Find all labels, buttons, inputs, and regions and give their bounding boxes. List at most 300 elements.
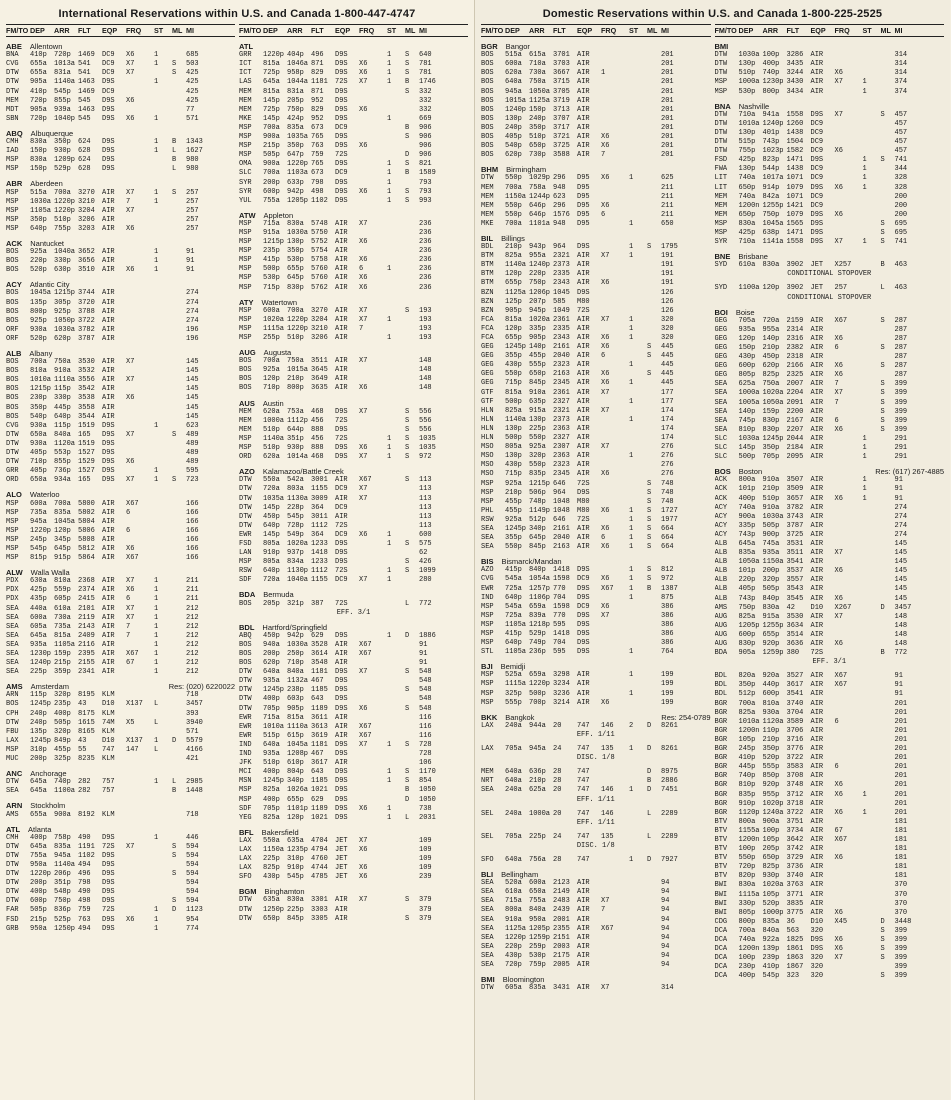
flight-cell: MSP [6,508,19,517]
flight-cell: 1155a [738,826,760,835]
flight-cell [387,408,405,417]
flight-cell: X6 [601,524,610,533]
flight-cell: 320p [54,691,71,700]
flight-cell: AIR [810,585,824,594]
schedule-note: DISC. 1/8 [576,841,615,850]
flight-cell: DTW [6,851,19,860]
flight-cell: X7 [834,954,843,963]
flight-cell: MSP [481,680,494,689]
flight-cell: 2382 [786,344,804,352]
flight-cell: 755a [30,851,47,860]
flight-cell: 829 [311,105,324,114]
flight-cell: 430p [263,873,280,882]
flight-cell: 695 [894,219,908,228]
origin-group [481,234,711,552]
flight-row [6,476,235,485]
flight-cell: 1155 [311,485,328,494]
flight-cell: BWI [714,899,728,908]
flight-cell: 399 [894,945,908,954]
flight-cell: 545p [287,873,304,882]
flight-cell: 1 [154,924,159,933]
flight-cell: AIR [102,376,115,385]
flight-cell: 830a [287,896,304,905]
flight-cell: 705p [263,804,280,813]
flight-row [715,854,945,863]
flight-cell [359,160,387,169]
flight-cell: 705a [505,832,522,841]
origin-name: Bangor [505,42,530,52]
flight-row [715,426,945,435]
flight-cell [154,326,172,335]
flight-cell: 934a [54,476,71,485]
flight-cell [172,650,186,659]
flight-cell: AIR [577,689,590,698]
flight-row [481,425,711,434]
flight-cell: 1235p [287,845,309,854]
flight-cell [863,138,881,147]
flight-cell: MEM [239,87,252,96]
flight-cell: 105p [738,735,756,744]
flight-cell: 1000a [738,389,760,398]
flight-row [481,307,711,316]
flight-cell [387,896,405,905]
flight-cell: 374 [894,87,908,96]
flight-cell [863,872,881,881]
flight-cell [881,709,895,718]
flight-cell [835,881,863,890]
flight-cell: D9S [577,620,590,629]
schedule-column [481,24,711,993]
origin-code: ALB [6,349,22,358]
flight-cell [835,891,863,900]
flight-cell: IND [239,750,252,759]
flight-cell: 1 [154,595,159,604]
flight-cell: 759p [529,961,546,969]
flight-cell: AIR [577,279,590,288]
flight-cell [172,605,186,614]
flight-cell: 1100a [54,787,76,796]
flight-cell: 770 [553,584,566,593]
flight-cell [629,270,647,279]
column-header-cell: MI [419,26,427,35]
flight-row [239,408,468,417]
flight-cell [601,307,629,316]
flight-cell: 291 [894,444,908,453]
flight-row [715,549,945,558]
flight-cell: MSP [239,324,252,333]
origin-header [6,42,235,51]
flight-cell: AIR [810,380,824,389]
flight-row [239,576,468,585]
flight-row [715,156,945,165]
flight-cell [835,326,863,335]
flight-cell [387,714,405,723]
flight-cell: AIR [335,357,348,366]
flight-row [481,443,711,452]
flight-cell: 704 [553,639,566,648]
flight-row [481,671,711,680]
flight-row [239,256,468,265]
flight-cell: D9S [335,96,348,105]
flight-cell: 3434 [786,87,804,96]
flight-cell: 1 [154,257,159,266]
flight-cell: AIR [102,577,115,586]
flight-cell [835,353,863,362]
flight-cell [601,51,629,60]
flight-cell: PHL [481,506,494,515]
flight-cell [881,718,895,727]
flight-cell: 555p [529,361,546,370]
flight-cell: 740a [738,503,756,512]
flight-cell: 240p [529,114,546,123]
flight-cell: 1045a [54,517,76,526]
flight-cell: D9S [335,558,348,567]
origin-code: BOS [714,467,731,477]
flight-cell: D9S [335,740,348,749]
flight-cell: 1438 [786,128,804,137]
origin-header [481,557,711,566]
origin-group [239,623,468,823]
flight-cell [172,595,186,604]
flight-cell: 1218p [529,620,551,629]
column-header-cell: ARR [529,26,545,35]
flight-cell: 236 [419,238,432,247]
flight-cell: X6 [359,845,368,854]
flight-cell: 1 [629,534,634,543]
flight-cell: D9S [102,915,115,924]
flight-cell [601,480,629,489]
flight-cell: 135 [601,745,614,754]
flight-cell: MSP [6,526,19,535]
flight-cell: 3542 [78,385,95,394]
flight-row [6,916,235,925]
flight-cell: 740a [738,192,756,201]
flight-cell: 705p [263,704,280,713]
international-page [0,0,475,1100]
flight-cell: AIR [810,416,824,425]
origin-header [481,165,711,174]
flight-cell: 840a [54,430,71,439]
flight-cell [359,695,387,704]
origin-header [6,129,235,138]
flight-cell: 1 [154,421,159,430]
flight-cell: 100p [762,826,780,835]
column-header-cell: EQP [102,26,118,35]
flight-cell: 28 [553,777,562,786]
flight-cell: AIR [102,595,115,604]
flight-cell: 287 [894,353,908,362]
flight-row [715,613,945,622]
flight-cell [154,225,172,234]
flight-cell: 8975 [661,768,678,777]
flight-cell [126,257,154,266]
origin-header [239,623,468,632]
flight-cell: 805a [505,443,522,452]
flight-cell: 200p [30,755,47,764]
flight-cell: MSP [6,544,19,553]
flight-cell: X6 [834,334,843,343]
flight-cell: 628 [78,147,91,156]
flight-cell: FWA [714,165,728,174]
flight-row [6,641,235,650]
flight-cell: 647p [287,151,304,160]
flight-cell: 1045a [762,219,784,228]
flight-cell [863,504,881,513]
origin-name: Stockholm [30,801,66,811]
flight-cell [863,220,881,229]
flight-cell [629,810,647,819]
flight-row [481,777,711,786]
flight-cell: SEA [481,915,494,924]
flight-cell [359,777,387,786]
flight-cell: 201 [894,708,908,717]
flight-cell: D9S [335,114,348,123]
flight-cell [647,639,661,648]
flight-cell: 145 [186,358,199,367]
flight-cell: 705a [505,745,522,754]
flight-cell: 1220p [54,197,76,206]
flight-cell: 1030a [762,512,784,521]
flight-cell: 510p [287,334,304,342]
flight-cell [172,719,186,728]
flight-cell: 954 [186,915,199,924]
flight-cell [647,897,661,906]
flight-row [715,174,945,183]
flight-cell: 3782 [786,503,804,512]
flight-cell [647,906,661,915]
flight-cell: 1050a [762,398,784,407]
flight-row [481,916,711,925]
flight-cell: BOS [6,257,19,266]
flight-cell: 1 [154,906,159,915]
flight-cell: GTF [481,397,494,406]
flight-cell: 5812 [78,544,95,553]
flight-cell [359,549,387,558]
flight-cell [629,603,647,612]
flight-cell: 314 [661,984,674,993]
flight-cell: 2175 [553,951,570,960]
flight-cell [387,229,405,238]
flight-cell: DCA [714,945,728,954]
flight-row [239,504,468,513]
flight-cell: 635a [287,836,304,845]
flight-cell: 91 [419,659,428,668]
flight-cell: DC9 [810,165,824,174]
flight-cell: AIR [577,352,590,361]
flight-cell [863,818,881,827]
flight-cell: 1140a [54,78,76,87]
flight-cell: 1259p [762,649,784,658]
flight-cell: 550p [529,434,546,443]
flight-cell: DC9 [810,147,824,156]
flight-cell [881,495,895,504]
flight-cell: BOS [6,385,19,394]
flight-cell: DTW [239,695,252,704]
flight-cell: 728 [419,750,432,759]
flight-cell: 1 [629,452,634,461]
flight-cell: SEA [481,951,494,960]
flight-cell [172,225,186,234]
flight-row [481,699,711,708]
column-header-cell: FLT [311,26,324,35]
flight-cell [387,238,405,247]
flight-cell: 1 [862,156,867,165]
flight-cell: 120p [54,526,71,535]
flight-cell [629,261,647,270]
flight-cell: AIR [577,933,590,942]
flight-cell: MSP [481,639,494,648]
flight-cell: BTM [481,261,494,270]
flight-row [6,746,235,755]
flight-cell: 925p [30,316,47,325]
flight-cell [863,640,881,649]
flight-row [6,97,235,106]
flight-cell: 764 [661,648,674,657]
flight-cell [863,954,881,963]
flight-cell: 829 [311,69,324,78]
flight-cell: 2289 [661,809,678,818]
flight-cell: MSP [714,228,728,237]
flight-cell: S [880,945,885,954]
flight-cell: 640p [54,412,71,421]
flight-cell: 720p [30,114,47,123]
flight-cell: 2373 [553,415,570,424]
flight-cell: 738 [419,804,432,813]
flight-cell: MEM [239,416,252,425]
flight-cell: AIR [810,908,824,917]
flight-cell: 238p [287,686,304,695]
flight-cell [863,261,881,270]
flight-cell: 350p [762,745,780,754]
flight-cell: GEG [714,353,728,362]
flight-cell: 1209p [54,156,76,165]
flight-cell [881,845,895,854]
flight-cell: 1140a [505,261,527,270]
flight-cell [172,404,186,413]
flight-cell: X67 [834,835,848,844]
origin-group [715,672,945,981]
flight-cell: SEA [714,380,728,389]
flight-cell: DTW [6,430,19,439]
flight-cell: 130p [505,114,522,123]
flight-cell: MSP [6,554,19,563]
flight-cell: 715p [505,379,522,388]
flight-cell: 276 [661,470,674,479]
flight-cell: 201 [894,717,908,726]
flight-cell: 181 [894,826,908,835]
flight-cell: 457 [894,138,908,147]
flight-cell [629,352,647,361]
flight-cell: X67 [126,650,139,658]
flight-cell [863,709,881,718]
flight-cell: 3706 [786,726,804,735]
flight-cell: DTW [6,897,19,906]
flight-cell: AIR [335,324,348,333]
column-header-cell: ML [405,26,416,35]
flight-cell [647,252,661,261]
flight-cell: KLM [102,727,115,736]
flight-cell: MEM [239,407,252,416]
flight-cell [629,906,647,915]
flight-cell: 330p [54,257,71,266]
flight-cell [835,872,863,881]
flight-cell: SEA [6,622,19,631]
flight-cell: D9S [102,114,115,123]
flight-cell: 2184 [786,444,804,453]
flight-cell: MSP [6,165,19,174]
column-header-cell: EQP [810,26,826,35]
flight-cell: AIR [102,554,115,563]
flight-cell: L [647,832,652,841]
flight-cell: 3744 [78,289,95,298]
flight-row [239,714,468,723]
flight-cell [172,888,186,897]
flight-cell [881,727,895,736]
flight-cell [172,916,186,925]
flight-cell: 529p [54,165,71,174]
flight-cell: 1185 [311,686,328,695]
flight-cell: IND [481,593,494,602]
flight-cell: X6 [359,384,368,393]
flight-cell [387,522,405,531]
flight-cell: 450p [263,512,280,521]
flight-cell: 1100a [738,284,760,293]
flight-cell: AIR [810,872,824,881]
flight-cell: 145p [263,114,280,123]
flight-cell [863,845,881,854]
flight-cell: 1 [387,178,392,187]
flight-cell: 145 [894,539,908,548]
flight-cell [359,522,387,531]
flight-cell: 72S [335,599,348,608]
flight-cell: DCA [714,936,728,944]
flight-cell: 625a [738,380,756,389]
flight-cell: 3835 [786,899,804,908]
flight-cell: S [405,187,410,196]
flight-cell: SEA [481,888,494,897]
flight-cell: L [172,165,177,174]
origin-header [481,975,711,984]
flight-cell: 7 [126,631,131,640]
flight-cell [647,925,661,934]
flight-cell: BOS [481,69,494,78]
flight-cell [154,843,172,852]
flight-cell: AIR [810,763,824,772]
flight-cell: 145 [894,576,908,585]
flight-row [239,88,468,97]
flight-cell [405,531,419,540]
flight-cell [835,51,863,60]
flight-cell [405,513,419,522]
origin-name: Binghamton [264,887,305,897]
flight-cell: 126 [661,306,674,315]
flight-cell: 515a [505,51,522,60]
flight-row [6,888,235,897]
flight-cell: 505p [54,718,71,727]
flight-cell: 640p [505,639,522,648]
flight-cell: 225p [30,668,47,677]
flight-cell: 7 [126,197,131,206]
flight-row [6,358,235,367]
flight-cell: 906 [419,123,432,132]
flight-cell: 320 [661,334,674,342]
flight-cell: AIR [577,123,590,132]
flight-row [715,138,945,147]
schedule-note: EFF. 1/11 [576,818,615,827]
flight-cell: X6 [601,201,610,210]
flight-cell: 146 [601,786,614,795]
flight-cell: 400p [54,709,71,718]
